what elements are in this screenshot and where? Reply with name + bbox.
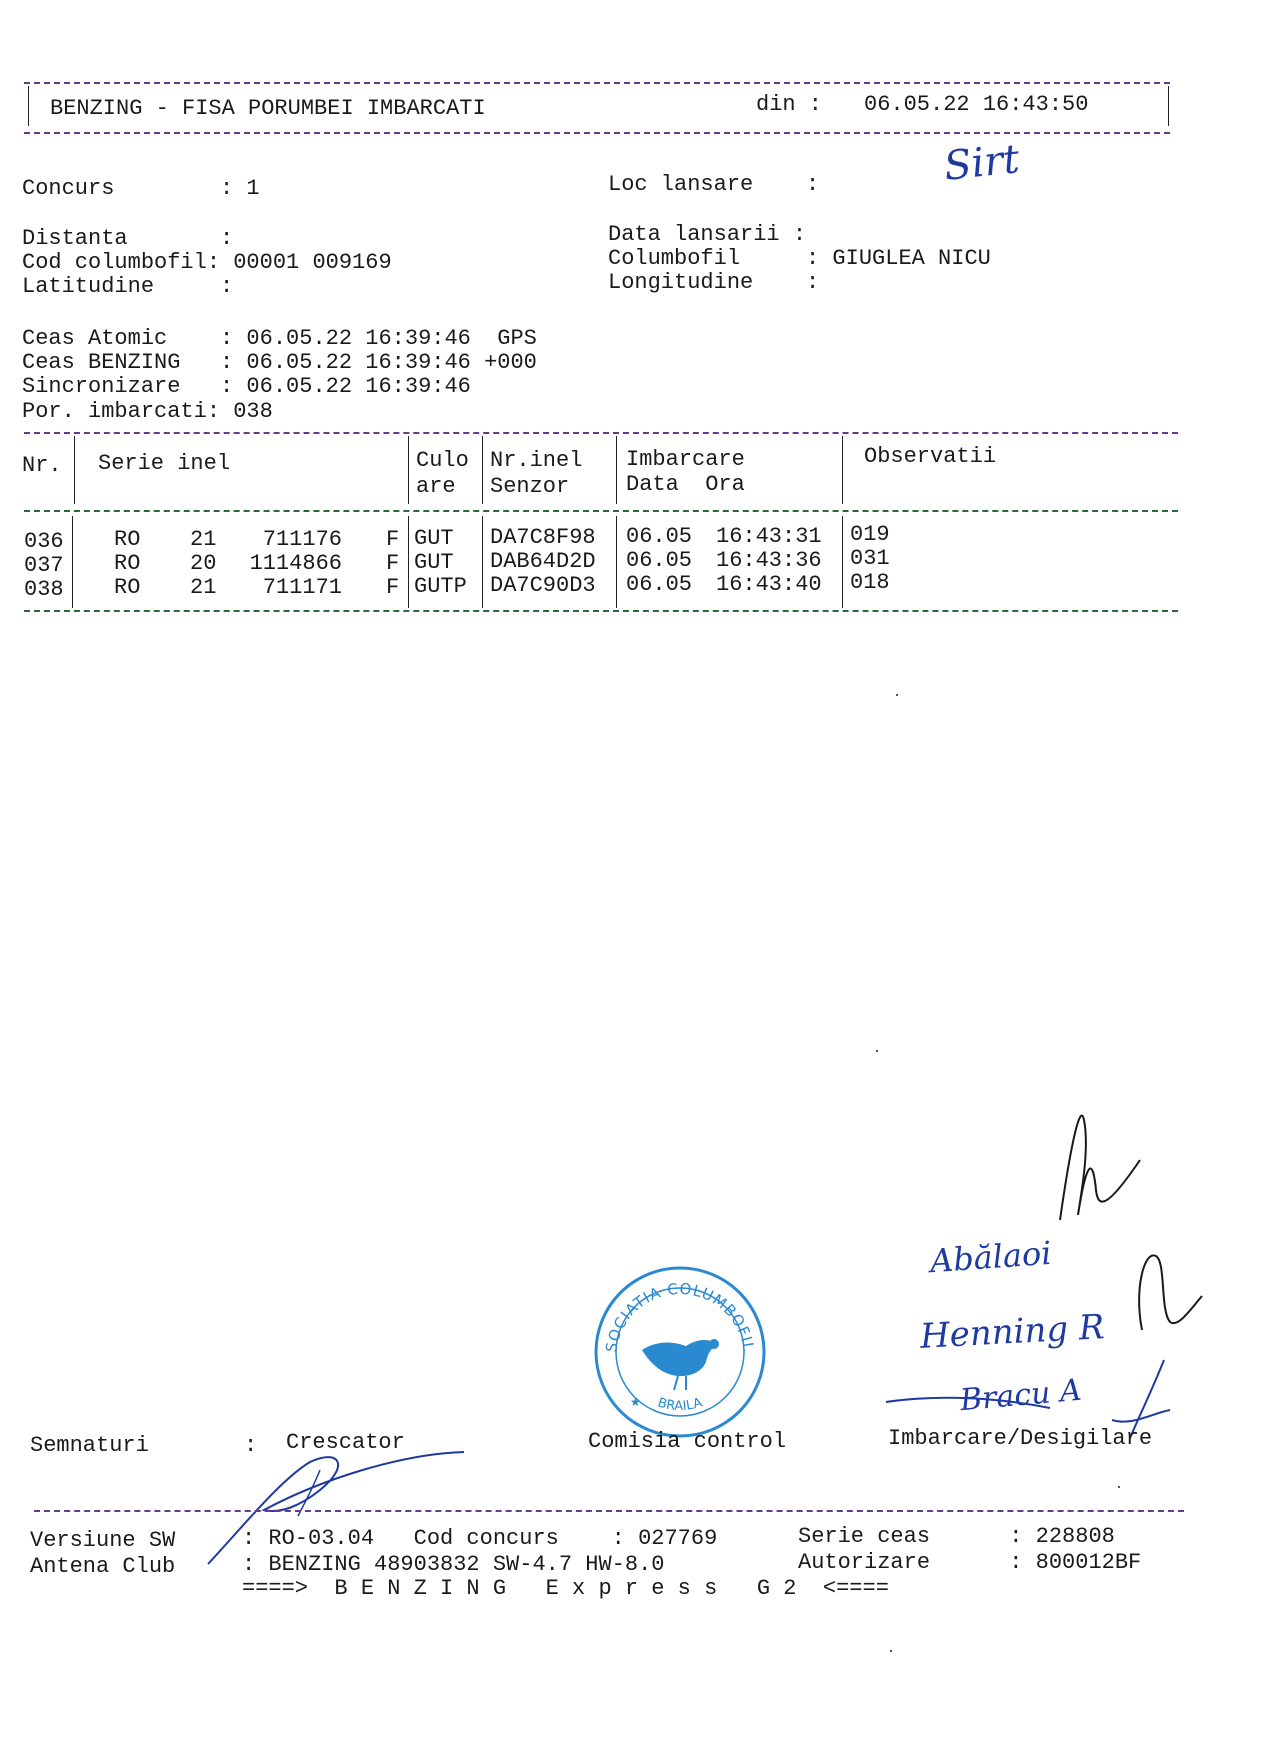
col-sep-2 xyxy=(408,436,409,504)
row-an: 20 xyxy=(190,551,217,576)
loc-lansare-handwritten: Sirt xyxy=(941,136,1022,190)
signature-loop-right xyxy=(1130,1240,1210,1340)
col-sep-3 xyxy=(482,436,483,504)
row-inel: 711171 xyxy=(262,575,342,600)
row-sex: F xyxy=(386,575,400,600)
col-sep-1 xyxy=(74,436,75,504)
latitudine-field: Latitudine : xyxy=(22,274,234,299)
association-stamp xyxy=(584,1248,770,1442)
imbarcare-desigilare-label: Imbarcare/Desigilare xyxy=(888,1426,1153,1451)
row-nr: 038 xyxy=(24,577,64,602)
row-inel: 711176 xyxy=(262,527,342,552)
row-an: 21 xyxy=(190,527,217,552)
header-culoare-2: are xyxy=(416,474,456,499)
stamp-bottom-text: BRAILA xyxy=(655,1395,705,1415)
semnaturi-label: Semnaturi xyxy=(30,1433,149,1458)
versiune-sw-label: Versiune SW xyxy=(30,1528,176,1553)
col-sep-5 xyxy=(842,436,843,504)
signature-name-1: Abălaoi xyxy=(928,1233,1053,1281)
comisia-control-label: Comisia control xyxy=(588,1429,787,1454)
row-inel: 1114866 xyxy=(249,551,342,576)
benzing-express-banner: ====> B E N Z I N G E x p r e s s G 2 <==== xyxy=(242,1576,889,1601)
svg-text:ASOCIATIA COLUMBOFILA xyxy=(584,1248,757,1354)
row-col-sep-3 xyxy=(482,516,483,608)
din-label: din : xyxy=(756,92,823,117)
header-nr: Nr. xyxy=(22,453,62,478)
signature-scribble-top xyxy=(1040,1090,1150,1240)
row-senzor: DA7C8F98 xyxy=(490,525,596,550)
scan-speck xyxy=(896,694,898,696)
antena-club-label: Antena Club xyxy=(30,1554,176,1579)
row-senzor: DAB64D2D xyxy=(490,549,596,574)
row-culoare: GUT xyxy=(414,550,454,575)
row-col-sep-2 xyxy=(408,516,409,608)
table-bottom-rule xyxy=(24,610,1178,612)
loc-lansare-field: Loc lansare : xyxy=(608,172,820,197)
row-data: 06.05 xyxy=(626,572,693,597)
table-header-rule xyxy=(24,510,1178,512)
din-value: 06.05.22 16:43:50 xyxy=(864,92,1089,117)
row-ora: 16:43:31 xyxy=(716,524,822,549)
data-lansarii-field: Data lansarii : xyxy=(608,222,807,247)
header-right-border xyxy=(1168,86,1169,126)
por-imbarcati-field: Por. imbarcati: 038 xyxy=(22,399,273,424)
row-data: 06.05 xyxy=(626,548,693,573)
pigeon-icon xyxy=(642,1339,719,1390)
row-culoare: GUTP xyxy=(414,574,467,599)
columbofil-field: Columbofil : GIUGLEA NICU xyxy=(608,246,991,271)
longitudine-field: Longitudine : xyxy=(608,270,820,295)
stamp-star-icon: ★ xyxy=(630,1395,641,1409)
row-col-sep-4 xyxy=(616,516,617,608)
row-obs: 018 xyxy=(850,570,890,595)
ceas-atomic-field: Ceas Atomic : 06.05.22 16:39:46 GPS xyxy=(22,326,537,351)
header-imbarcare-2: Data Ora xyxy=(626,472,745,497)
header-left-border xyxy=(28,86,29,126)
autorizare-field: Autorizare : 800012BF xyxy=(798,1550,1142,1575)
ceas-benzing-field: Ceas BENZING : 06.05.22 16:39:46 +000 xyxy=(22,350,537,375)
header-nr-inel-2: Senzor xyxy=(490,474,570,499)
stamp-top-text: ASOCIATIA COLUMBOFILA xyxy=(584,1248,758,1354)
serie-ceas-field: Serie ceas : 228808 xyxy=(798,1524,1115,1549)
versiune-sw-value: : RO-03.04 Cod concurs : 027769 xyxy=(242,1526,718,1551)
row-tara: RO xyxy=(114,527,141,552)
header-observatii: Observatii xyxy=(864,444,997,469)
row-nr: 037 xyxy=(24,553,64,578)
table-top-rule xyxy=(24,432,1178,434)
header-imbarcare-1: Imbarcare xyxy=(626,447,745,472)
scan-speck xyxy=(1118,1486,1120,1488)
row-col-sep-5 xyxy=(842,516,843,608)
row-tara: RO xyxy=(114,551,141,576)
row-ora: 16:43:40 xyxy=(716,572,822,597)
semnaturi-colon: : xyxy=(244,1433,258,1458)
header-nr-inel-1: Nr.inel xyxy=(490,448,583,473)
header-bottom-rule xyxy=(24,132,1170,134)
header-top-rule xyxy=(24,82,1170,84)
concurs-field: Concurs : 1 xyxy=(22,176,260,201)
row-senzor: DA7C90D3 xyxy=(490,573,596,598)
header-serie-inel: Serie inel xyxy=(98,451,231,476)
distanta-field: Distanta : xyxy=(22,226,234,251)
sincronizare-field: Sincronizare : 06.05.22 16:39:46 xyxy=(22,374,471,399)
col-sep-4 xyxy=(616,436,617,504)
row-culoare: GUT xyxy=(414,526,454,551)
scan-speck xyxy=(890,1650,892,1652)
row-col-sep-1 xyxy=(72,516,73,608)
footer-top-rule xyxy=(34,1510,1184,1512)
row-sex: F xyxy=(386,527,400,552)
row-data: 06.05 xyxy=(626,524,693,549)
row-sex: F xyxy=(386,551,400,576)
signature-name-2: Henning R xyxy=(919,1307,1106,1357)
scan-speck xyxy=(876,1050,878,1052)
row-ora: 16:43:36 xyxy=(716,548,822,573)
row-an: 21 xyxy=(190,575,217,600)
cod-columbofil-field: Cod columbofil: 00001 009169 xyxy=(22,250,392,275)
antena-club-value: : BENZING 48903832 SW-4.7 HW-8.0 xyxy=(242,1552,665,1577)
row-obs: 031 xyxy=(850,546,890,571)
signature-name-3: Bracu A xyxy=(958,1372,1083,1419)
document-title: BENZING - FISA PORUMBEI IMBARCATI xyxy=(50,96,486,121)
row-obs: 019 xyxy=(850,522,890,547)
header-culoare-1: Culo xyxy=(416,448,469,473)
row-tara: RO xyxy=(114,575,141,600)
row-nr: 036 xyxy=(24,529,64,554)
svg-text:BRAILA xyxy=(656,1395,704,1414)
crescator-label: Crescator xyxy=(286,1430,405,1455)
